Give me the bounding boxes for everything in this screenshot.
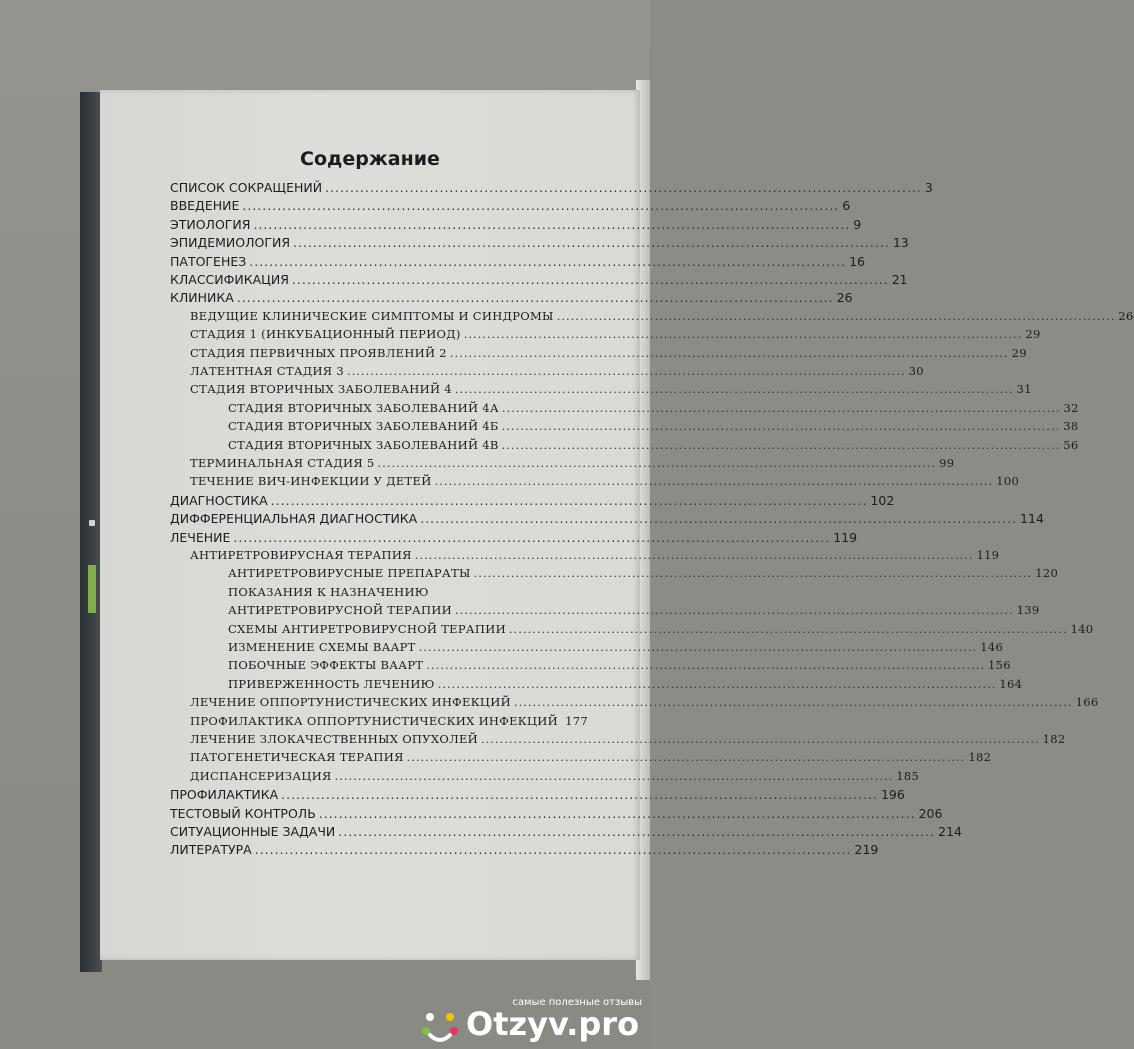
spine-dot: [89, 520, 95, 526]
toc-entry: [170, 492, 895, 508]
toc-entry-page: 102: [870, 492, 895, 508]
toc-entry-label: ЛЕЧЕНИЕ ОППОРТУНИСТИЧЕСКИХ ИНФЕКЦИЙ: [190, 695, 511, 710]
toc-leader-dots: ........................................................................................................................: [454, 382, 1014, 397]
toc-entry-page: 156: [988, 658, 1011, 673]
toc-entry: [228, 603, 1040, 618]
toc-entry: [170, 787, 905, 803]
toc-entry-label: КЛАССИФИКАЦИЯ: [170, 272, 289, 287]
toc-entry: [228, 658, 1011, 673]
toc-entry-label: ТЕРМИНАЛЬНАЯ СТАДИЯ 5: [190, 456, 375, 470]
toc-entry-page: 196: [880, 787, 905, 803]
toc-leader-dots: ........................................................................................................................: [236, 290, 834, 306]
toc-entry: [170, 290, 853, 306]
toc-entry-page: 32: [1063, 400, 1079, 415]
toc-leader-dots: ........................................................................................................................: [420, 511, 1018, 527]
toc-entry: [190, 456, 955, 470]
toc-leader-dots: ........................................................................................................................: [556, 308, 1116, 323]
toc-entry: [190, 695, 1099, 710]
toc-entry: [228, 621, 1094, 636]
toc-entry-page: 164: [999, 676, 1023, 691]
toc-entry-label: ЛИТЕРАТУРА: [170, 842, 252, 858]
toc-leader-dots: ........................................................................................................................: [325, 180, 922, 195]
toc-entry-label: СТАДИЯ ВТОРИЧНЫХ ЗАБОЛЕВАНИЙ 4Б: [228, 419, 499, 434]
toc-leader-dots: [561, 716, 562, 728]
toc-entry-page: 26: [836, 290, 853, 306]
toc-entry-label: СТАДИЯ 1 (ИНКУБАЦИОННЫЙ ПЕРИОД): [190, 327, 461, 342]
toc-entry-page: 177: [565, 713, 588, 728]
toc-entry-page: 140: [1070, 621, 1094, 636]
toc-entry-page: 38: [1063, 419, 1079, 434]
watermark: [420, 995, 650, 1049]
spine-accent: [88, 565, 96, 613]
toc-entry-page: 21: [891, 272, 908, 287]
toc-entry: [190, 732, 1066, 746]
page-title: Содержание: [300, 148, 440, 170]
toc-entry: [228, 676, 1023, 691]
toc-leader-dots: ........................................................................................................................: [254, 842, 852, 858]
toc-leader-dots: ........................................................................................................................: [414, 548, 974, 562]
toc-entry-page: 166: [1075, 695, 1099, 710]
toc-entry-label: ПРИВЕРЖЕННОСТЬ ЛЕЧЕНИЮ: [228, 676, 435, 691]
toc-entry-label: СТАДИЯ ПЕРВИЧНЫХ ПРОЯВЛЕНИЙ 2: [190, 345, 447, 360]
toc-leader-dots: ........................................................................................................................: [242, 198, 840, 214]
toc-leader-dots: ........................................................................................................................: [406, 750, 966, 765]
toc-leader-dots: ........................................................................................................................: [508, 621, 1068, 636]
toc-entry-label: СХЕМЫ АНТИРЕТРОВИРУСНОЙ ТЕРАПИИ: [228, 621, 506, 636]
toc-entry: [170, 824, 962, 839]
toc-entry: [190, 345, 1027, 360]
book-spine: [80, 92, 102, 972]
toc-leader-dots: ........................................................................................................................: [473, 566, 1033, 581]
toc-leader-dots: ........................................................................................................................: [291, 272, 889, 287]
toc-entry-page: 6: [842, 198, 851, 214]
toc-entry-label: АНТИРЕТРОВИРУСНОЙ ТЕРАПИИ: [228, 603, 452, 618]
toc-entry-page: 185: [896, 768, 920, 783]
toc-entry-page: 119: [976, 548, 1000, 562]
toc-leader-dots: ........................................................................................................................: [454, 603, 1014, 618]
toc-entry-label: ПАТОГЕНЕЗ: [170, 253, 247, 269]
toc-entry-page: 119: [833, 529, 858, 545]
toc-entry-page: 31: [1016, 382, 1032, 397]
toc-entry-page: 30: [908, 364, 924, 378]
toc-entry-label: ЭПИДЕМИОЛОГИЯ: [170, 235, 291, 251]
toc-entry: [228, 584, 588, 599]
toc-entry-page: 29: [1025, 327, 1041, 342]
toc-entry: [190, 364, 924, 378]
toc-leader-dots: ........................................................................................................................: [434, 474, 994, 489]
toc-entry-label: ДИФФЕРЕНЦИАЛЬНАЯ ДИАГНОСТИКА: [170, 511, 418, 527]
toc-entry: [170, 180, 933, 195]
toc-entry-page: 29: [1011, 345, 1027, 360]
toc-leader-dots: ........................................................................................................................: [281, 787, 878, 803]
toc-entry: [170, 198, 851, 214]
toc-entry: [170, 511, 1044, 527]
toc-entry-page: 99: [939, 456, 955, 470]
toc-entry-page: 26: [1118, 308, 1134, 323]
toc-entry-label: СТАДИЯ ВТОРИЧНЫХ ЗАБОЛЕВАНИЙ 4: [190, 382, 452, 397]
toc-leader-dots: ........................................................................................................................: [293, 235, 890, 251]
toc-entry-page: 3: [924, 180, 933, 195]
toc-entry-label: ТЕЧЕНИЕ ВИЧ-ИНФЕКЦИИ У ДЕТЕЙ: [190, 474, 432, 489]
toc-entry: [170, 253, 865, 269]
toc-entry-page: 16: [849, 253, 865, 269]
toc-entry: [228, 566, 1059, 581]
toc-entry-page: 139: [1016, 603, 1040, 618]
toc-entry-label: КЛИНИКА: [170, 290, 234, 306]
toc-entry: [190, 768, 920, 783]
toc-entry: [190, 750, 992, 765]
toc-entry-label: ЛЕЧЕНИЕ ЗЛОКАЧЕСТВЕННЫХ ОПУХОЛЕЙ: [190, 732, 478, 746]
toc-entry: [190, 327, 1041, 342]
toc-entry-label: СТАДИЯ ВТОРИЧНЫХ ЗАБОЛЕВАНИЙ 4В: [228, 437, 499, 452]
toc-entry-page: 182: [1042, 732, 1066, 746]
toc-entry-page: 9: [853, 216, 862, 232]
toc-entry-label: ЛЕЧЕНИЕ: [170, 529, 231, 545]
toc-leader-dots: ........................................................................................................................: [338, 824, 936, 839]
toc-entry: [190, 474, 1020, 489]
toc-entry-label: ИЗМЕНЕНИЕ СХЕМЫ ВААРТ: [228, 640, 416, 654]
toc-entry-page: 214: [938, 824, 962, 839]
toc-entry: [190, 382, 1032, 397]
toc-entry-label: ТЕСТОВЫЙ КОНТРОЛЬ: [170, 805, 316, 821]
toc-entry: [190, 308, 1134, 323]
toc-leader-dots: ........................................................................................................................: [334, 768, 894, 783]
toc-entry-label: ПАТОГЕНЕТИЧЕСКАЯ ТЕРАПИЯ: [190, 750, 404, 765]
toc-entry-page: 120: [1035, 566, 1059, 581]
toc-entry-label: ЭТИОЛОГИЯ: [170, 216, 251, 232]
toc-entry-page: 100: [996, 474, 1020, 489]
toc-entry-label: СПИСОК СОКРАЩЕНИЙ: [170, 180, 323, 195]
toc-entry-label: АНТИРЕТРОВИРУСНЫЕ ПРЕПАРАТЫ: [228, 566, 471, 581]
toc-entry-label: СИТУАЦИОННЫЕ ЗАДАЧИ: [170, 824, 336, 839]
toc-entry: [190, 548, 1000, 562]
people-logo-icon: [420, 1009, 460, 1045]
toc-entry-page: 56: [1063, 437, 1079, 452]
book-page: [100, 90, 1134, 960]
toc-entry-label: ПРОФИЛАКТИКА: [170, 787, 279, 803]
toc-leader-dots: ........................................................................................................................: [318, 805, 916, 821]
watermark-tagline: самые полезные отзывы: [512, 997, 642, 1008]
toc-entry-label: ВВЕДЕНИЕ: [170, 198, 240, 214]
toc-leader-dots: ........................................................................................................................: [270, 492, 868, 508]
toc-entry-page: 146: [980, 640, 1004, 654]
toc-leader-dots: ........................................................................................................................: [253, 216, 851, 232]
toc-leader-dots: ........................................................................................................................: [501, 419, 1061, 434]
toc-entry-label: ЛАТЕНТНАЯ СТАДИЯ 3: [190, 364, 344, 378]
toc-leader-dots: ........................................................................................................................: [249, 253, 847, 269]
toc-leader-dots: ........................................................................................................................: [377, 456, 937, 470]
toc-entry-label: АНТИРЕТРОВИРУСНАЯ ТЕРАПИЯ: [190, 548, 412, 562]
toc-entry-label: ДИСПАНСЕРИЗАЦИЯ: [190, 768, 332, 783]
toc-entry-label: ВЕДУЩИЕ КЛИНИЧЕСКИЕ СИМПТОМЫ И СИНДРОМЫ: [190, 308, 554, 323]
toc-entry: [170, 272, 908, 287]
toc-entry-label: ПОКАЗАНИЯ К НАЗНАЧЕНИЮ: [228, 584, 429, 599]
toc-leader-dots: ........................................................................................................................: [501, 437, 1061, 452]
watermark-logo: Otzyv.pro: [466, 1005, 640, 1043]
toc-entry: [190, 713, 588, 728]
toc-leader-dots: ........................................................................................................................: [437, 676, 997, 691]
toc-entry: [170, 805, 943, 821]
toc-entry: [228, 437, 1079, 452]
toc-entry-label: СТАДИЯ ВТОРИЧНЫХ ЗАБОЛЕВАНИЙ 4А: [228, 400, 499, 415]
toc-entry: [228, 419, 1079, 434]
toc-leader-dots: ........................................................................................................................: [481, 732, 1040, 746]
toc-entry: [170, 529, 858, 545]
toc-entry: [228, 400, 1079, 415]
toc-entry-page: 206: [918, 805, 943, 821]
toc-entry-page: 13: [892, 235, 909, 251]
toc-entry-label: ДИАГНОСТИКА: [170, 492, 268, 508]
toc-leader-dots: ........................................................................................................................: [418, 640, 978, 654]
toc-leader-dots: ........................................................................................................................: [233, 529, 831, 545]
toc-entry: [170, 235, 909, 251]
toc-entry-label: ПРОФИЛАКТИКА ОППОРТУНИСТИЧЕСКИХ ИНФЕКЦИЙ: [190, 713, 558, 728]
toc-leader-dots: ........................................................................................................................: [513, 695, 1073, 710]
toc-leader-dots: ........................................................................................................................: [449, 345, 1009, 360]
toc-leader-dots: ........................................................................................................................: [463, 327, 1023, 342]
toc-leader-dots: ........................................................................................................................: [501, 400, 1061, 415]
toc-leader-dots: ........................................................................................................................: [346, 364, 906, 378]
toc-entry-page: 114: [1020, 511, 1044, 527]
toc-leader-dots: ........................................................................................................................: [426, 658, 985, 673]
toc-entry: [170, 216, 862, 232]
toc-entry-page: 219: [854, 842, 879, 858]
toc-entry: [228, 640, 1004, 654]
toc-entry: [170, 842, 879, 858]
toc-entry-label: ПОБОЧНЫЕ ЭФФЕКТЫ ВААРТ: [228, 658, 424, 673]
toc-entry-page: 182: [968, 750, 992, 765]
